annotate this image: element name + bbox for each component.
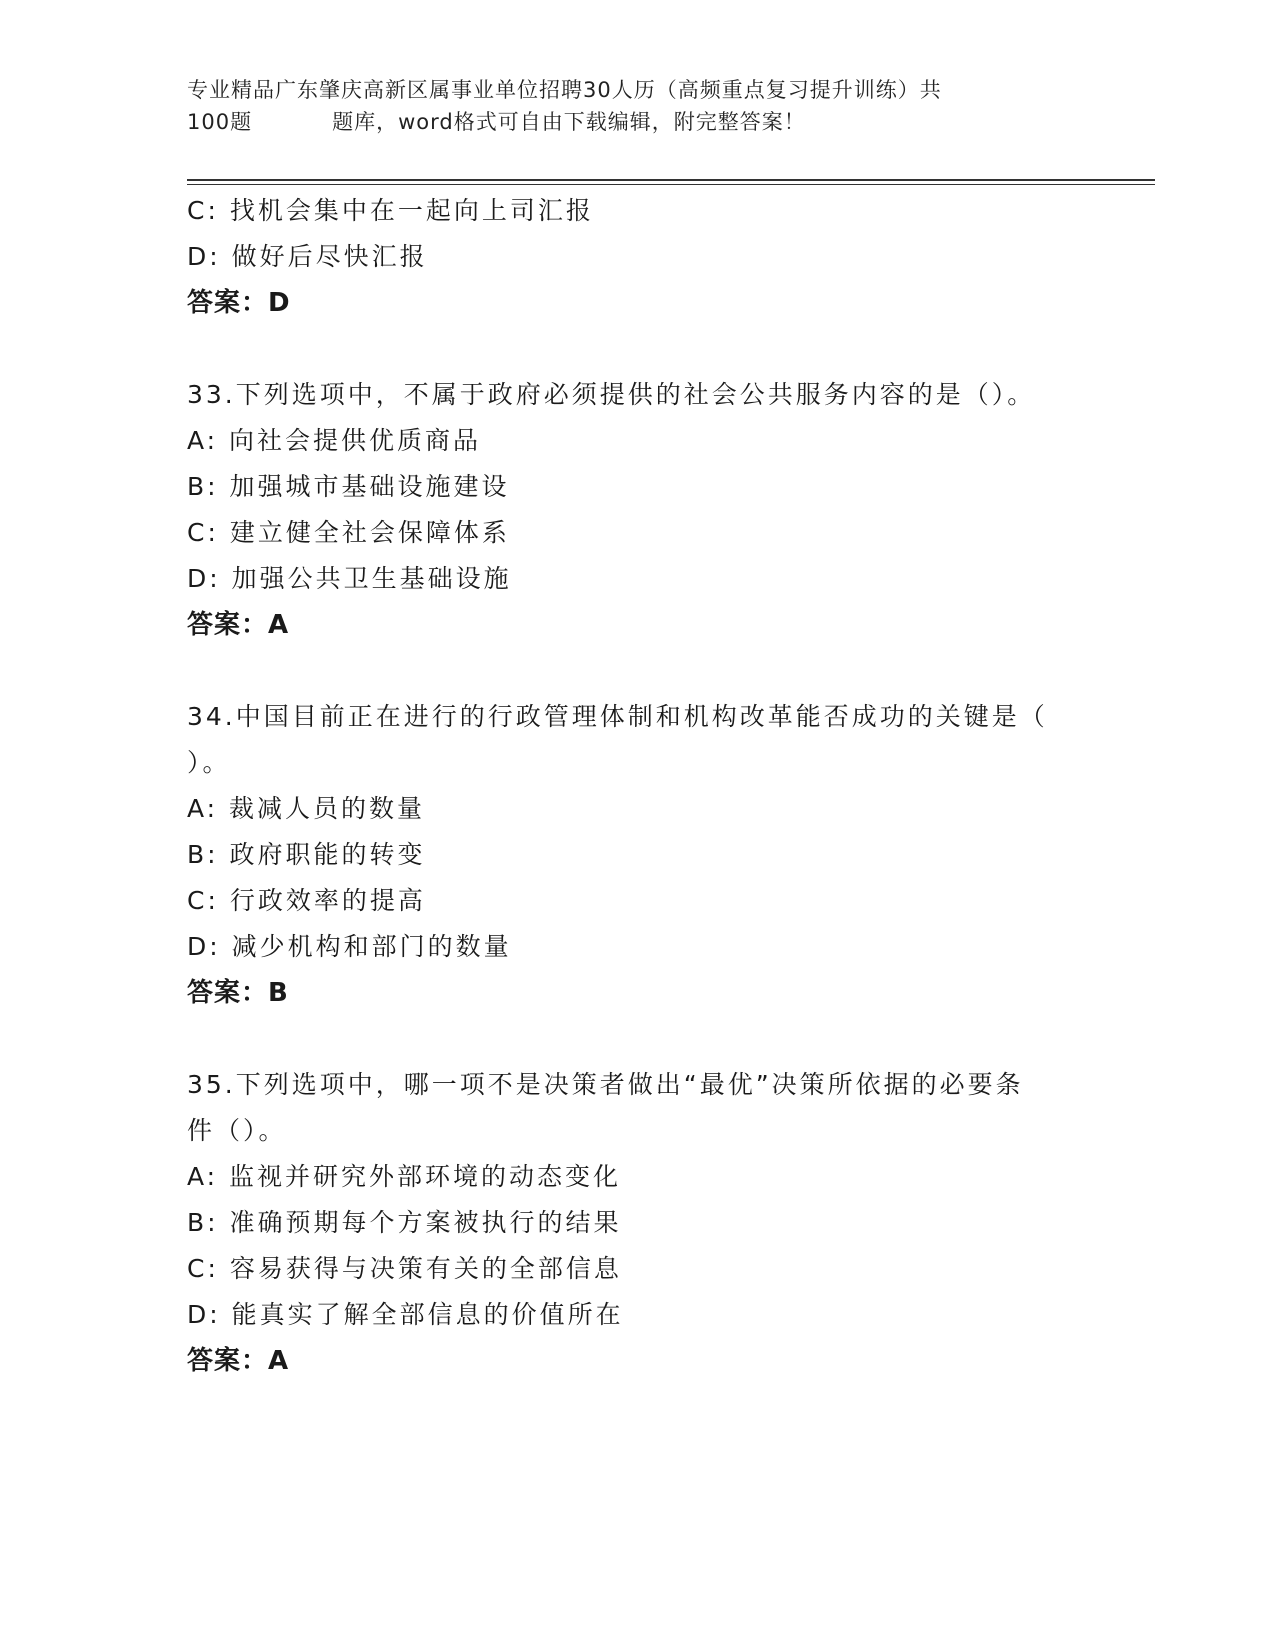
- header-line-1: 专业精品广东肇庆高新区属事业单位招聘30人历（高频重点复习提升训练）共: [187, 78, 942, 102]
- answer-label: 答案：B: [187, 978, 289, 1008]
- question-title-line-2: 件（）。: [187, 1116, 287, 1145]
- question-block-33: [187, 372, 1087, 648]
- answer-label: 答案：A: [187, 610, 290, 640]
- question-title-line-1: 34.中国目前正在进行的行政管理体制和机构改革能否成功的关键是（: [187, 702, 1048, 731]
- question-block-34: [187, 694, 1087, 1016]
- question-block-35: [187, 1062, 1087, 1384]
- header-line-2-count: 100题: [187, 110, 253, 134]
- header-line-2: [187, 106, 1067, 138]
- option-d: D: 减少机构和部门的数量: [187, 932, 512, 961]
- header-divider-thin: [187, 184, 1155, 185]
- option-d: D: 能真实了解全部信息的价值所在: [187, 1300, 624, 1329]
- option-c: C: 找机会集中在一起向上司汇报: [187, 196, 594, 225]
- question-list: [187, 188, 1087, 1384]
- option-a: A: 裁减人员的数量: [187, 794, 426, 823]
- answer-label: 答案：A: [187, 1346, 290, 1376]
- option-c: C: 容易获得与决策有关的全部信息: [187, 1254, 622, 1283]
- option-a: A: 向社会提供优质商品: [187, 426, 482, 455]
- option-c: C: 建立健全社会保障体系: [187, 518, 510, 547]
- option-b: B: 加强城市基础设施建设: [187, 472, 510, 501]
- option-a: A: 监视并研究外部环境的动态变化: [187, 1162, 622, 1191]
- option-b: B: 政府职能的转变: [187, 840, 426, 869]
- question-block-prev: [187, 188, 1087, 326]
- question-title: 33.下列选项中，不属于政府必须提供的社会公共服务内容的是（）。: [187, 380, 1036, 409]
- option-d: D: 做好后尽快汇报: [187, 242, 428, 271]
- option-c: C: 行政效率的提高: [187, 886, 426, 915]
- question-title-line-2: ）。: [187, 748, 231, 777]
- question-title-line-1: 35.下列选项中，哪一项不是决策者做出“最优”决策所依据的必要条: [187, 1070, 1024, 1099]
- header-divider-thick: [187, 179, 1155, 181]
- option-d: D: 加强公共卫生基础设施: [187, 564, 512, 593]
- document-header: [187, 74, 1067, 138]
- answer-label: 答案：D: [187, 288, 291, 318]
- option-b: B: 准确预期每个方案被执行的结果: [187, 1208, 622, 1237]
- header-line-2-text: 题库，word格式可自由下载编辑，附完整答案！: [332, 110, 806, 134]
